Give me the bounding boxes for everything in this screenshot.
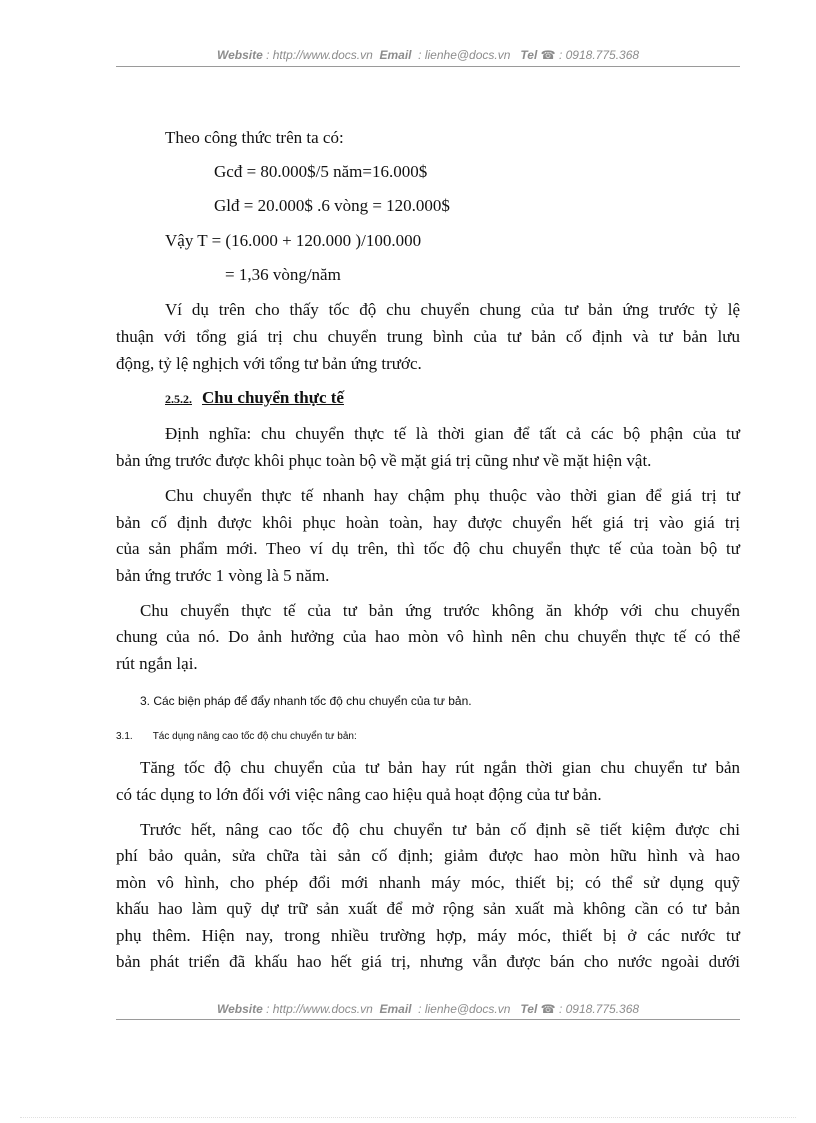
footer-email-value: : lienhe@docs.vn — [418, 1002, 511, 1016]
phone-icon: ☎ — [540, 48, 556, 62]
para5-line: có tác dụng to lớn đối với việc nâng cao hiệu quả hoạt động của tư bản. — [116, 785, 602, 804]
para6-line: khấu hao làm quỹ dự trữ sản xuất để mở rộng sản xuất mà không cần có tư bản — [116, 899, 740, 918]
formula-result: = 1,36 vòng/năm — [225, 265, 341, 284]
section-31-heading — [116, 727, 357, 747]
para4-line: Chu chuyển thực tế của tư bản ứng trước không ăn khớp với chu chuyển — [140, 601, 740, 620]
formula-intro: Theo công thức trên ta có: — [165, 128, 344, 147]
footer-tel-label: Tel — [520, 1002, 538, 1016]
para2-line: bản ứng trước được khôi phục toàn bộ về mặt giá trị cũng như về mặt hiện vật. — [116, 451, 652, 470]
header-tel-label: Tel — [520, 48, 538, 62]
para4-line: chung của nó. Do ảnh hưởng của hao mòn vô hình nên chu chuyển thực tế có thể — [116, 627, 740, 646]
footer-website-label: Website — [216, 1002, 263, 1016]
para4-line: rút ngắn lại. — [116, 654, 198, 673]
formula-t: Vậy T = (16.000 + 120.000 )/100.000 — [165, 231, 422, 250]
header-website-label: Website — [216, 48, 263, 62]
para6-line: phụ thêm. Hiện nay, trong nhiều trường hợp, máy móc, thiết bị ở các nước tư — [116, 926, 740, 945]
section-31-number: 3.1. — [116, 731, 133, 742]
para6-line: Trước hết, nâng cao tốc độ chu chuyển tư bản cố định sẽ tiết kiệm được chi — [140, 820, 740, 839]
header-email-label: Email — [379, 48, 412, 62]
page-bottom-edge — [20, 1117, 796, 1118]
section-252-title: Chu chuyển thực tế — [202, 388, 344, 407]
para6-line: phí bảo quản, sửa chữa tài sản cố định; giảm được hao mòn hữu hình và hao — [116, 846, 740, 865]
para1-line: thuận với tổng giá trị chu chuyển trung bình của tư bản cố định và tư bản lưu — [116, 327, 740, 346]
para3-line: bản ứng trước 1 vòng là 5 năm. — [116, 566, 330, 585]
footer-tel-value: : 0918.775.368 — [558, 1002, 640, 1016]
section-31-title: Tác dụng nâng cao tốc độ chu chuyển tư bản: — [152, 731, 357, 742]
section-252-heading — [165, 388, 344, 409]
header-website-value: : http://www.docs.vn — [266, 48, 373, 62]
footer-rule — [116, 1019, 740, 1020]
para3-line: bản cố định được khôi phục hoàn toàn, hay được chuyển hết giá trị vào giá trị — [116, 513, 740, 532]
section-252-number: 2.5.2. — [165, 392, 192, 406]
para6-line: bản phát triển đã khấu hao hết giá trị, nhưng vẫn được bán cho nước ngoài dưới — [116, 952, 740, 971]
page-header — [116, 48, 740, 62]
para5-line: Tăng tốc độ chu chuyển của tư bản hay rút ngắn thời gian chu chuyển tư bản — [140, 758, 740, 777]
header-rule — [116, 66, 740, 67]
footer-email-label: Email — [379, 1002, 412, 1016]
formula-gcd: Gcđ = 80.000$/5 năm=16.000$ — [214, 162, 428, 181]
phone-icon: ☎ — [540, 1002, 556, 1016]
header-tel-value: : 0918.775.368 — [558, 48, 640, 62]
para3-line: Chu chuyển thực tế nhanh hay chậm phụ thuộc vào thời gian để giá trị tư — [165, 486, 740, 505]
para1-line: động, tỷ lệ nghịch với tổng tư bản ứng trước. — [116, 354, 422, 373]
para6-line: mòn vô hình, cho phép đổi mới nhanh máy móc, thiết bị; có thể sử dụng quỹ — [116, 873, 740, 892]
section-3-heading: 3. Các biện pháp để đẩy nhanh tốc độ chu chuyển của tư bản. — [140, 694, 472, 708]
para3-line: của sản phẩm mới. Theo ví dụ trên, thì tốc độ chu chuyển thực tế của toàn bộ tư — [116, 539, 740, 558]
page-footer — [116, 1002, 740, 1016]
footer-website-value: : http://www.docs.vn — [266, 1002, 373, 1016]
para1-line: Ví dụ trên cho thấy tốc độ chu chuyển chung của tư bản ứng trước tỷ lệ — [165, 300, 740, 319]
formula-gld: Glđ = 20.000$ .6 vòng = 120.000$ — [214, 196, 450, 215]
para2-line: Định nghĩa: chu chuyển thực tế là thời gian để tất cả các bộ phận của tư — [165, 424, 740, 443]
header-email-value: : lienhe@docs.vn — [418, 48, 511, 62]
